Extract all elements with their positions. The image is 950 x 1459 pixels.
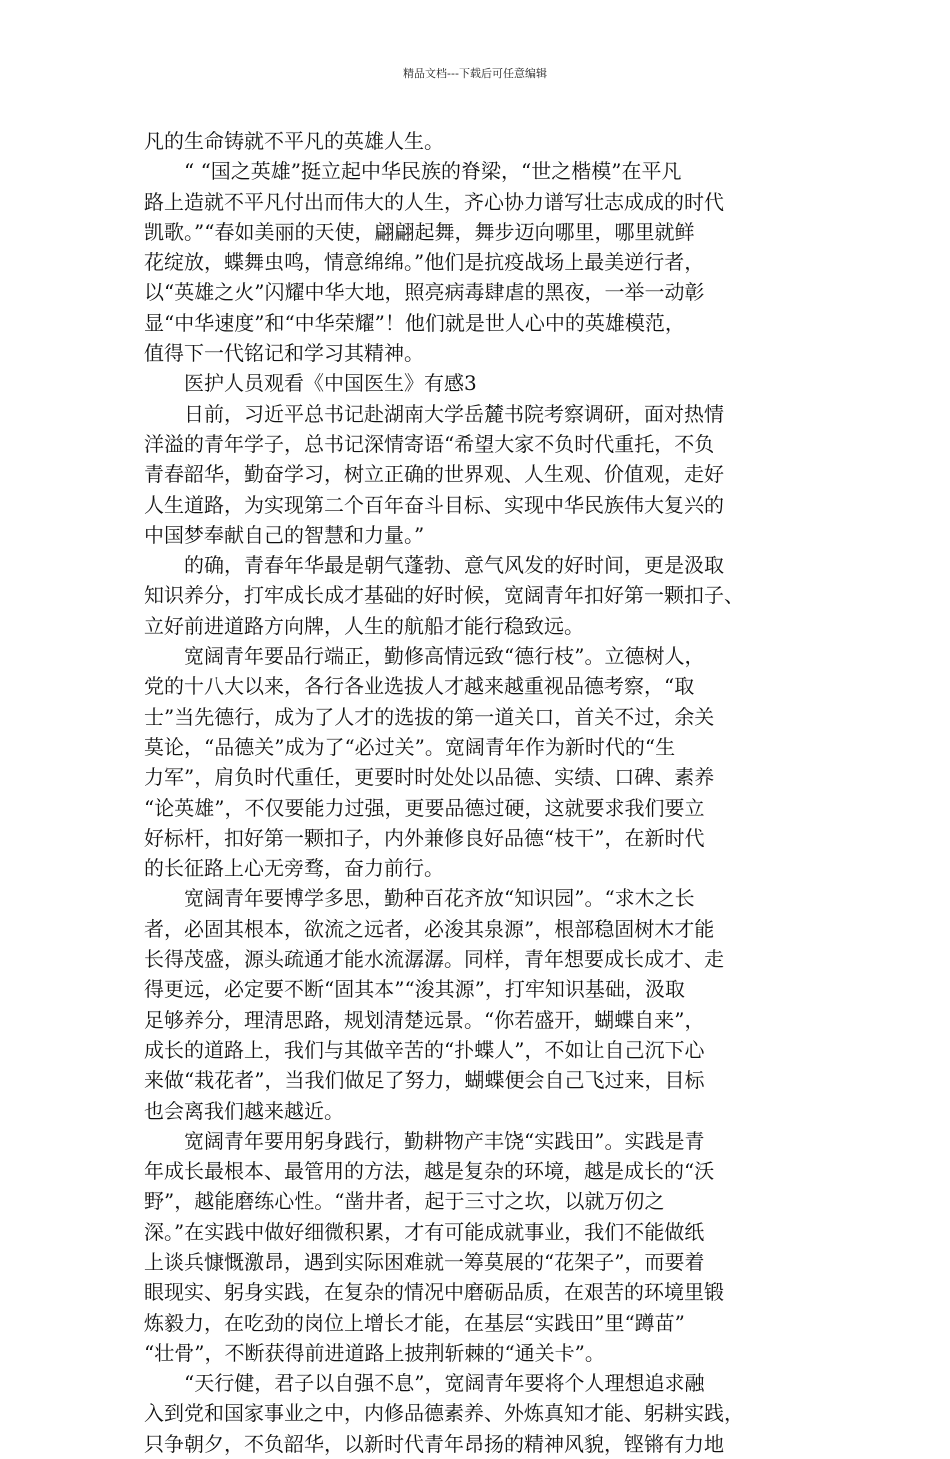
text-line: 好标杆，扣好第一颗扣子，内外兼修良好品德“枝干”，在新时代 (144, 825, 705, 850)
text-line: 年成长最根本、最管用的方法，越是复杂的环境，越是成长的“沃 (144, 1159, 715, 1184)
text-line: 路上造就不平凡付出而伟大的人生，齐心协力谱写壮志成成的时代 (144, 189, 724, 214)
text-line: 者，必固其根本，欲流之远者，必浚其泉源”，根部稳固树木才能 (144, 916, 715, 941)
text-line: 来做“栽花者”，当我们做足了努力，蝴蝶便会自己飞过来，目标 (144, 1068, 705, 1093)
text-line: 日前，习近平总书记赴湖南大学岳麓书院考察调研，面对热情 (144, 401, 724, 426)
text-line: 力军”，肩负时代重任，更要时时处处以品德、实绩、口碑、素养 (144, 765, 715, 790)
text-line: 党的十八大以来，各行各业选拔人才越来越重视品德考察，“取 (144, 674, 695, 699)
text-line: 入到党和国家事业之中，内修品德素养、外炼真知才能、躬耕实践， (144, 1401, 744, 1426)
text-line: 青春韶华，勤奋学习，树立正确的世界观、人生观、价值观，走好 (144, 462, 724, 487)
text-line: 人生道路，为实现第二个百年奋斗目标、实现中华民族伟大复兴的 (144, 492, 724, 517)
text-line: 炼毅力，在吃劲的岗位上增长才能，在基层“实践田”里“蹲苗” (144, 1310, 685, 1335)
page-header: 精品文档---下载后可任意编辑 (403, 67, 547, 80)
text-line: 宽阔青年要品行端正，勤修高情远致“德行枝”。立德树人， (144, 644, 705, 669)
text-line: 的长征路上心无旁骛，奋力前行。 (144, 856, 444, 881)
text-line: 知识养分，打牢成长成才基础的好时候，宽阔青年扣好第一颗扣子、 (144, 583, 744, 608)
text-line: 花绽放，蝶舞虫鸣，情意绵绵。”他们是抗疫战场上最美逆行者， (144, 250, 705, 275)
text-line: 以“英雄之火”闪耀中华大地，照亮病毒肆虐的黑夜，一举一动彰 (144, 280, 705, 305)
text-line: 凡的生命铸就不平凡的英雄人生。 (144, 129, 444, 153)
text-line: 的确，青春年华最是朝气蓬勃、意气风发的好时间，更是汲取 (144, 553, 724, 578)
text-line: 上谈兵慷慨激昂，遇到实际困难就一筹莫展的“花架子”，而要着 (144, 1249, 705, 1274)
text-line: 也会离我们越来越近。 (144, 1098, 344, 1123)
text-line: 野”，越能磨练心性。“凿井者，起于三寸之坎，以就万仞之 (144, 1189, 665, 1214)
text-line: 足够养分，理清思路，规划清楚远景。“你若盛开，蝴蝶自来”， (144, 1007, 705, 1032)
text-line: 宽阔青年要博学多思，勤种百花齐放“知识园”。“求木之长 (144, 886, 695, 911)
text-line: “论英雄”，不仅要能力过强，更要品德过硬，这就要求我们要立 (144, 795, 705, 820)
section-title: 医护人员观看《中国医生》有感3 (144, 371, 477, 396)
text-line: 凯歌。”“春如美丽的天使，翩翩起舞，舞步迈向哪里，哪里就鲜 (144, 219, 695, 244)
text-line: 显“中华速度”和“中华荣耀”！他们就是世人心中的英雄模范， (144, 310, 685, 335)
text-line: 洋溢的青年学子，总书记深情寄语“希望大家不负时代重托，不负 (144, 431, 715, 456)
text-line: “壮骨”，不断获得前进道路上披荆斩棘的“通关卡”。 (144, 1340, 605, 1365)
text-line: 莫论，“品德关”成为了“必过关”。宽阔青年作为新时代的“生 (144, 734, 676, 759)
text-line: 士”当先德行，成为了人才的选拔的第一道关口，首关不过，余关 (144, 704, 715, 729)
text-line: 成长的道路上，我们与其做辛苦的“扑蝶人”，不如让自己沉下心 (144, 1037, 705, 1062)
text-line: 只争朝夕，不负韶华，以新时代青年昂扬的精神风貌，铿锵有力地 (144, 1431, 724, 1456)
text-line: 眼现实、躬身实践，在复杂的情况中磨砺品质，在艰苦的环境里锻 (144, 1280, 724, 1305)
text-line: 立好前进道路方向牌，人生的航船才能行稳致远。 (144, 613, 584, 638)
text-line: 值得下一代铭记和学习其精神。 (144, 341, 424, 366)
text-line: 宽阔青年要用躬身践行，勤耕物产丰饶“实践田”。实践是青 (144, 1128, 705, 1153)
text-line: 中国梦奉献自己的智慧和力量。” (144, 522, 425, 547)
text-line: 得更远，必定要不断“固其本”“浚其源”，打牢知识基础，汲取 (144, 977, 685, 1002)
text-line: “天行健，君子以自强不息”，宽阔青年要将个人理想追求融 (144, 1371, 705, 1396)
text-line: 深。”在实践中做好细微积累，才有可能成就事业，我们不能做纸 (144, 1219, 705, 1244)
text-line: 长得茂盛，源头疏通才能水流潺潺。同样，青年想要成长成才、走 (144, 947, 724, 972)
text-line: “ “国之英雄”挺立起中华民族的脊梁，“世之楷模”在平凡 (144, 159, 682, 184)
document-body (144, 126, 814, 1459)
